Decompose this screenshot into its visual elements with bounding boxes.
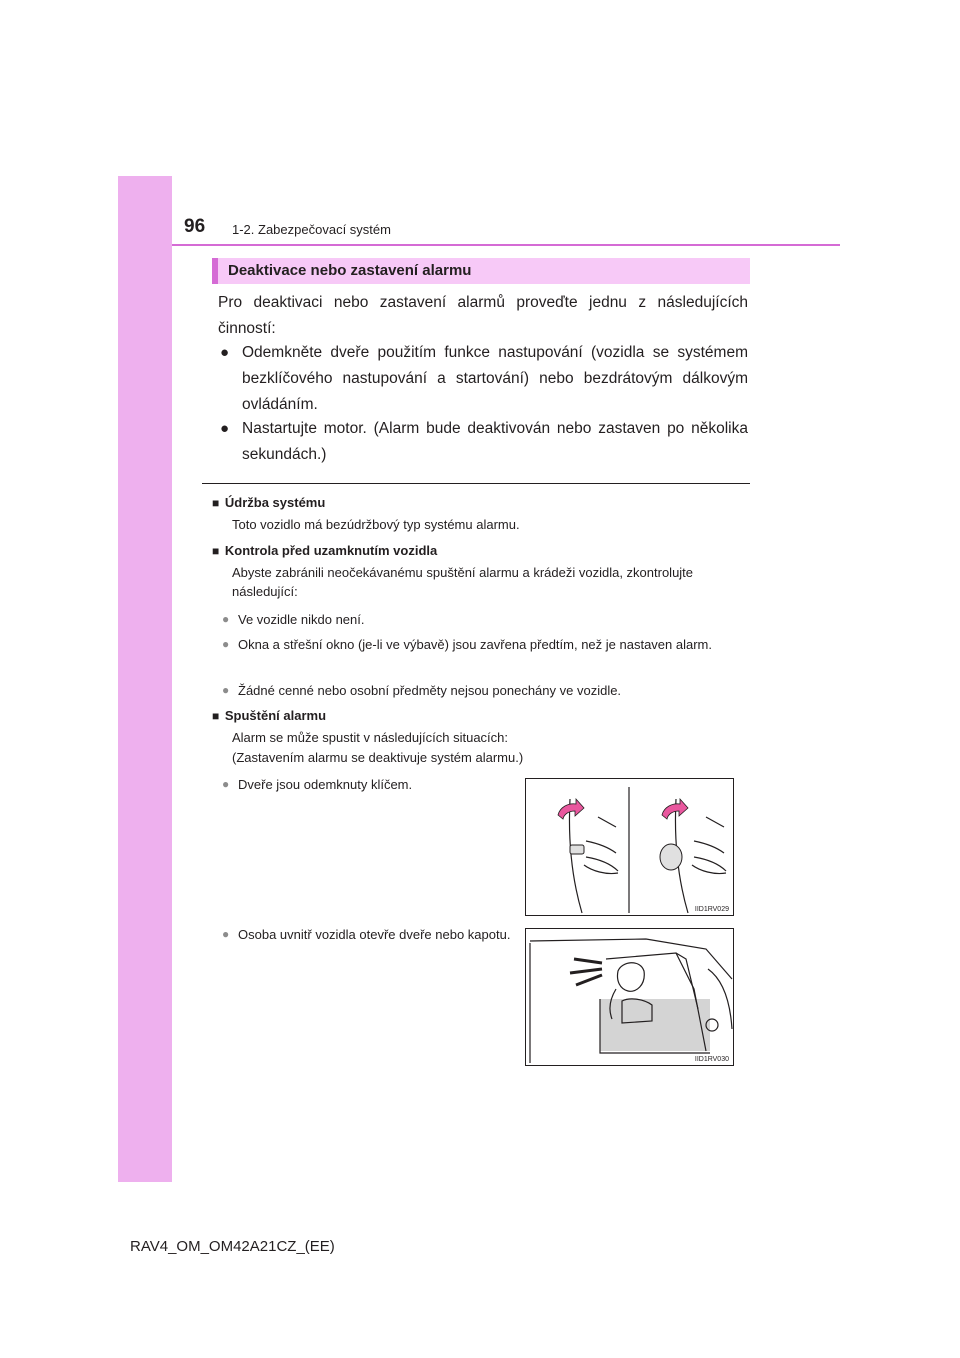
square-bullet-icon: ■ — [212, 544, 220, 558]
bullet-dot-icon: ● — [222, 612, 230, 626]
note-heading-text: Údržba systému — [224, 495, 326, 510]
bullet-dot-icon: ● — [222, 777, 230, 791]
note-heading-check — [212, 543, 437, 558]
bullet-dot-icon: ● — [222, 683, 230, 697]
note-heading-text: Kontrola před uzamknutím vozidla — [224, 543, 438, 558]
note-text-check: Abyste zabránili neočekávanému spuštění alarmu a krádeži vozidla, zkontrolujte následující: — [232, 565, 694, 599]
trigger-item — [222, 925, 512, 944]
figure-code: IID1RV030 — [694, 1056, 729, 1063]
note-text-trigger-1: Alarm se může spustit v následujících situacích: — [232, 730, 509, 745]
check-item-text: Okna a střešní okno (je-li ve výbavě) jsou zavřena předtím, než je nastaven alarm. — [238, 637, 712, 652]
bullet-dot-icon: ● — [222, 637, 230, 651]
note-text-trigger-2: (Zastavením alarmu se deaktivuje systém alarmu.) — [232, 750, 524, 765]
trigger-item-text: Osoba uvnitř vozidla otevře dveře nebo kapotu. — [238, 927, 511, 942]
note-text-maintenance: Toto vozidlo má bezúdržbový typ systému alarmu. — [232, 517, 520, 532]
main-bullet-text: Odemkněte dveře použitím funkce nastupování (vozidla se systémem bezklíčového nastupování a startování) nebo bezdrátovým dálkovým ovládáním. — [242, 344, 748, 413]
figure-person-opens-door — [525, 928, 734, 1066]
section-separator — [202, 483, 750, 484]
figure-code: IID1RV029 — [694, 906, 729, 913]
footer-model-code: RAV4_OM_OM42A21CZ_(EE) — [130, 1238, 335, 1255]
check-item — [222, 610, 750, 629]
check-item-text: Ve vozidle nikdo není. — [238, 612, 365, 627]
bullet-dot-icon: ● — [220, 420, 230, 437]
section-title: Deaktivace nebo zastavení alarmu — [228, 262, 472, 279]
main-bullet-text: Nastartujte motor. (Alarm bude deaktivován nebo zastaven po několika sekundách.) — [242, 420, 748, 463]
main-bullet-start-engine — [218, 416, 748, 468]
trigger-item-text: Dveře jsou odemknuty klíčem. — [238, 777, 413, 792]
check-item — [222, 635, 750, 654]
note-heading-trigger — [212, 708, 326, 723]
section-heading-bar — [212, 258, 750, 284]
page-number: 96 — [184, 216, 206, 237]
figure-key-unlock — [525, 778, 734, 916]
check-item — [222, 681, 750, 700]
person-door-illustration — [526, 929, 733, 1065]
intro-paragraph: Pro deaktivaci nebo zastavení alarmů proveďte jednu z následujících činností: — [218, 294, 748, 337]
running-head: 1-2. Zabezpečovací systém — [232, 222, 391, 237]
note-heading-maintenance — [212, 495, 325, 510]
bullet-dot-icon: ● — [222, 927, 230, 941]
side-tab-band — [118, 176, 172, 1182]
trigger-item — [222, 775, 512, 794]
note-heading-text: Spuštění alarmu — [224, 708, 327, 723]
check-item-text: Žádné cenné nebo osobní předměty nejsou ponechány ve vozidle. — [238, 683, 622, 698]
door-key-illustration — [526, 779, 733, 915]
header-rule — [172, 244, 840, 246]
bullet-dot-icon: ● — [220, 344, 230, 361]
main-bullet-unlock — [218, 340, 748, 418]
square-bullet-icon: ■ — [212, 496, 220, 510]
square-bullet-icon: ■ — [212, 709, 220, 723]
